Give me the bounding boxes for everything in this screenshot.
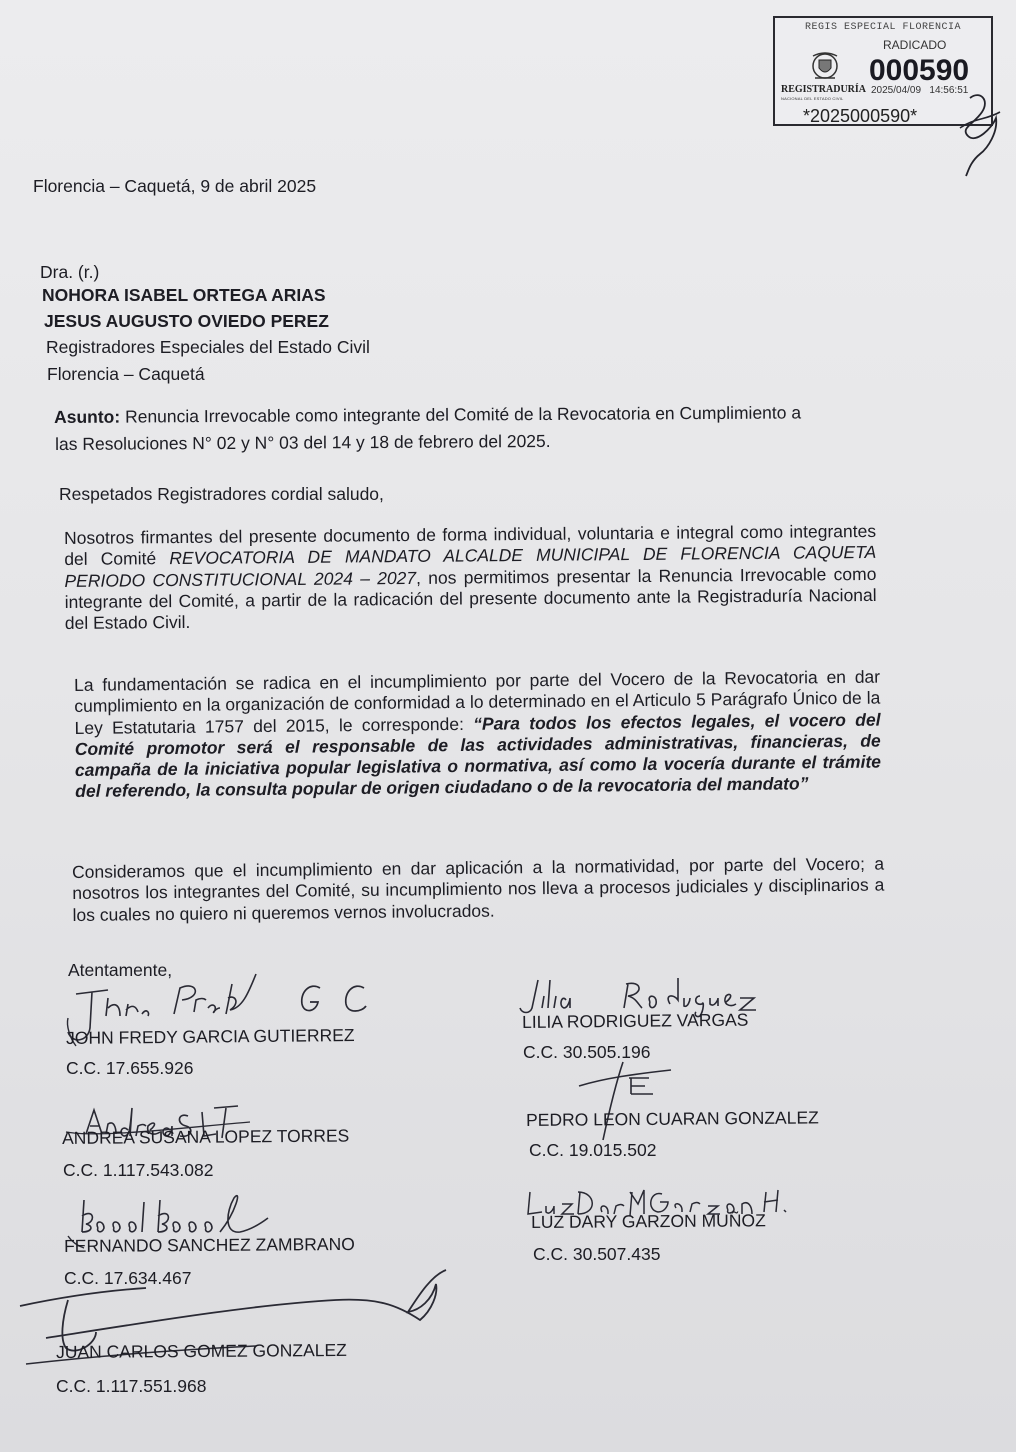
p1-text-c: , nos permitimos presentar la Renuncia Irrevocable como integrante del Comité, a partir de la radicación del presente documento ante la Registraduría Nacional del Estado Civil. — [64, 563, 877, 634]
addressee-city: Florencia – Caquetá — [47, 364, 205, 384]
place-date: Florencia – Caquetá, 9 de abril 2025 — [33, 176, 317, 196]
signatory-2-id: C.C. 30.505.196 — [523, 1042, 651, 1062]
coat-of-arms-icon — [805, 48, 845, 88]
paragraph-3 — [72, 853, 885, 925]
signature-pedro-leon — [575, 1056, 685, 1151]
stamp-office: REGIS ESPECIAL FLORENCIA — [804, 22, 962, 33]
stamp-label: RADICADO — [883, 38, 947, 52]
signatory-2-name: LILIA RODRIGUEZ VARGAS — [522, 1009, 749, 1032]
greeting: Respetados Registradores cordial saludo, — [59, 484, 384, 504]
signatory-5-name: FERNANDO SANCHEZ ZAMBRANO — [64, 1233, 355, 1256]
addressee-name-2: JESUS AUGUSTO OVIEDO PEREZ — [44, 311, 329, 331]
stamp-number: 000590 — [869, 54, 970, 87]
signatory-3-id: C.C. 1.117.543.082 — [63, 1160, 214, 1180]
paragraph-1 — [64, 521, 877, 635]
signatory-1-id: C.C. 17.655.926 — [66, 1058, 194, 1078]
p2-quote: “Para todos los efectos legales, el vocero del Comité promotor será el responsable de las actividades administrativas, financieras, de campaña de la iniciativa popular legislativa o normativa, así como la vocería durante el trámite del referendo, la consulta popular de origen ciudadano o de la revocatoria del mandato” — [74, 709, 882, 802]
stamp-date: 2025/04/09 — [871, 85, 922, 96]
subject-label: Asunto: — [54, 406, 121, 427]
signatory-7-name: JUAN CARLOS GOMEZ GONZALEZ — [56, 1339, 347, 1362]
signatory-5-id: C.C. 17.634.467 — [64, 1268, 192, 1288]
stamp-barcode: *2025000590* — [803, 106, 918, 126]
subject-line-2: las Resoluciones N° 02 y N° 03 del 14 y 18 de febrero del 2025. — [55, 430, 551, 454]
signatory-6-name: LUZ DARY GARZON MUÑOZ — [531, 1210, 766, 1232]
stamp-time: 14:56:51 — [929, 85, 969, 96]
p3-text: Consideramos que el incumplimiento en dar aplicación a la normatividad, por parte del Vocero; a nosotros los integrantes del Comité, su incumplimiento nos lleva a procesos judiciales y disciplinarios a los cuales no quiero ni queremos vernos involucrados. — [72, 853, 885, 925]
addressee-title: Dra. (r.) — [40, 262, 100, 282]
signatory-7-id: C.C. 1.117.551.968 — [56, 1376, 207, 1396]
signatory-6-id: C.C. 30.507.435 — [533, 1244, 661, 1264]
p1-committee-name: REVOCATORIA DE MANDATO ALCALDE MUNICIPAL DE FLORENCIA CAQUETA PERIODO CONSTITUCIONAL 2024 – 2027 — [64, 542, 877, 591]
signature-john-fredy — [62, 968, 392, 1063]
stamp-org-sub: NACIONAL DEL ESTADO CIVIL — [781, 96, 844, 101]
subject-text-1: Renuncia Irrevocable como integrante del Comité de la Revocatoria en Cumplimiento a — [120, 402, 802, 427]
signatory-4-id: C.C. 19.015.502 — [529, 1140, 657, 1160]
p2-text-a: La fundamentación se radica en el incumplimiento por parte del Vocero de la Revocatoria en dar cumplimiento en la organización de conformidad a lo determinado en el Articulo 5 Parágrafo Único de la Ley Estatutaria 1757 del 2015, le corresponde: — [74, 666, 881, 738]
addressee-name-1: NOHORA ISABEL ORTEGA ARIAS — [42, 285, 326, 305]
stamp-initials-signature — [940, 88, 1010, 183]
signatory-1-name: JOHN FREDY GARCIA GUTIERREZ — [66, 1024, 355, 1048]
closing: Atentamente, — [68, 960, 173, 980]
stamp-org: REGISTRADURÍA — [781, 84, 867, 95]
paragraph-2 — [74, 667, 881, 803]
signatory-3-name: ANDREA SUSANA LOPEZ TORRES — [62, 1125, 350, 1148]
subject-line-1 — [54, 402, 801, 428]
p1-text-a: Nosotros firmantes del presente documento de forma individual, voluntaria e integral como integrantes del Comité — [64, 520, 877, 570]
signatory-4-name: PEDRO LEON CUARAN GONZALEZ — [526, 1107, 819, 1130]
addressee-role: Registradores Especiales del Estado Civil — [46, 337, 370, 357]
